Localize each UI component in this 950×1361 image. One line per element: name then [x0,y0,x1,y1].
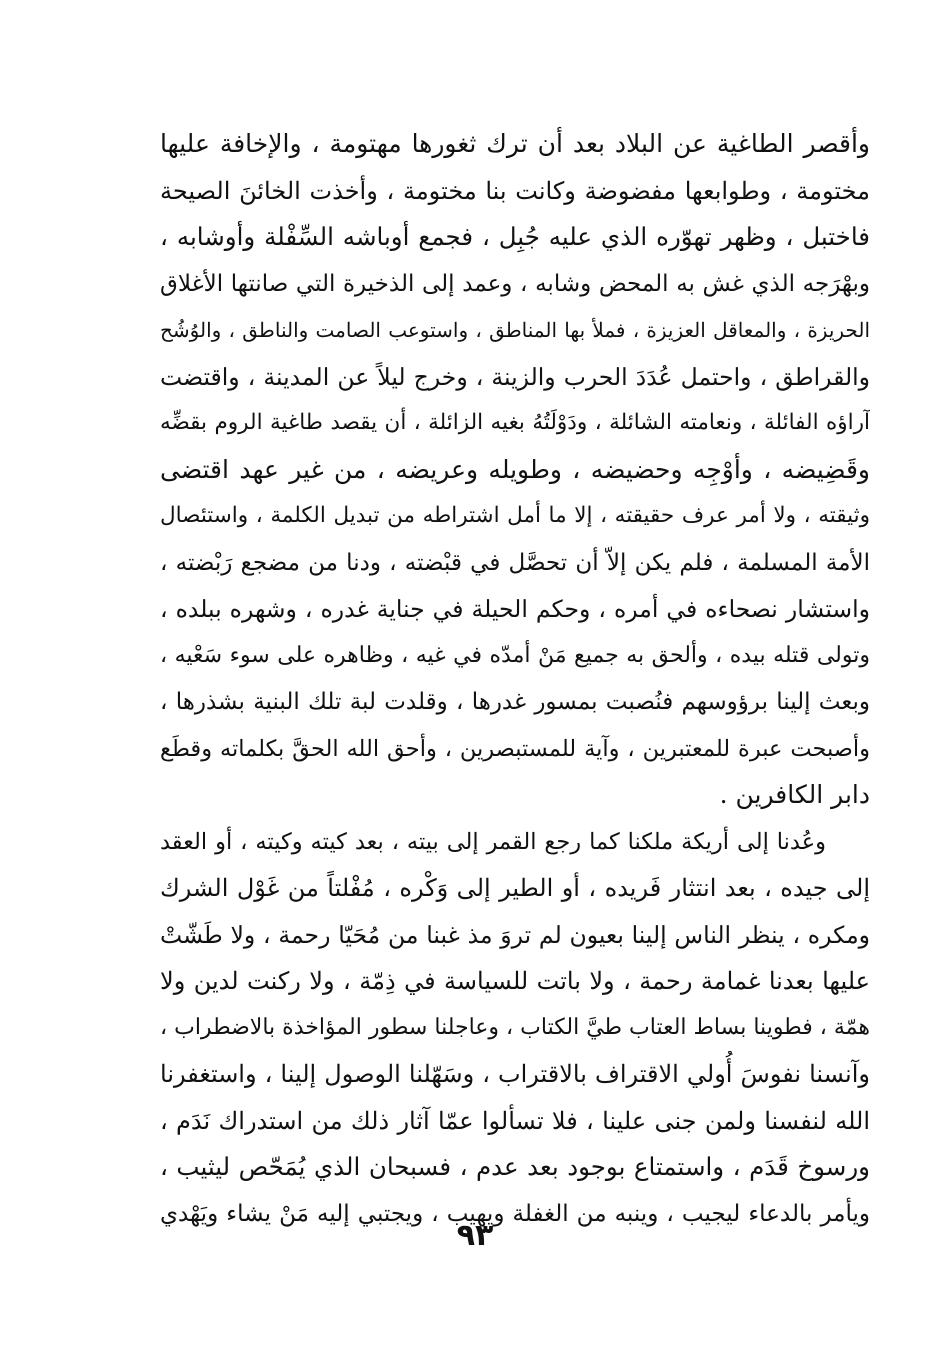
text-line: وعُدنا إلى أريكة ملكنا كما رجع القمر إلى بيته ، بعد كيته وكيته ، أو العقد [160,828,826,855]
text-line: وثيقته ، ولا أمر عرف حقيقته ، إلا ما أمل اشتراطه من تبديل الكلمة ، واستئصال [160,503,870,528]
text-line: الحريزة ، والمعاقل العزيزة ، فملأ بها المناطق ، واستوعب الصامت والناطق ، والوُشُح [160,318,870,342]
text-line: والقراطق ، واحتمل عُدَدَ الحرب والزينة ، وخرج ليلاً عن المدينة ، واقتضت [160,362,870,391]
text-line: وأقصر الطاغية عن البلاد بعد أن ترك ثغورها مهتومة ، والإخافة عليها [160,129,870,158]
text-line: دابر الكافرين . [719,780,870,809]
text-line: آراؤه الفائلة ، ونعامته الشائلة ، ودَوْلَتُهُ بغيه الزائلة ، أن يقصد طاغية الروم بقضِّه [160,410,870,435]
text-line: وتولى قتله بيده ، وألحق به جميع مَنْ أمدّه في غيه ، وظاهره على سوء سَعْيه ، [160,642,870,668]
text-line: الأمة المسلمة ، فلم يكن إلاّ أن تحصَّل في قبْضته ، ودنا من مضجع رَبْضته ، [160,549,870,576]
text-line: مختومة ، وطوابعها مفضوضة وكانت بنا مختومة ، وأخذت الخائنَ الصيحة [160,176,870,205]
page-number: ٩٣ [456,1218,494,1253]
text-line: وبعث إلينا برؤوسهم فنُصبت بمسور غدرها ، وقلدت لبة تلك البنية بشذرها ، [160,689,870,715]
text-line: الله لنفسنا ولمن جنى علينا ، فلا تسألوا عمّا آثار ذلك من استدراك نَدَم ، [160,1106,870,1135]
text-line: عليها بعدنا غمامة رحمة ، ولا باتت للسياسة في ذِمّة ، ولا ركنت لدين ولا [160,967,870,995]
text-line: إلى جيده ، بعد انتثار فَريده ، أو الطير إلى وَكْره ، مُفْلتاً من غَوْل الشرك [160,874,870,902]
body-text [160,121,870,1237]
text-line: وبهْرَجه الذي غش به المحض وشابه ، وعمد إلى الذخيرة التي صانتها الأغلاق [160,270,870,297]
text-line: ورسوخ قَدَم ، واستمتاع بوجود بعد عدم ، فسبحان الذي يُمَحّص ليثيب ، [160,1152,870,1181]
text-line: وقَضِيضه ، وأوْجِه وحضيضه ، وطويله وعريضه ، من غير عهد اقتضى [160,454,870,484]
text-line: وأصبحت عبرة للمعتبرين ، وآية للمستبصرين ، وأحق الله الحقَّ بكلماته وقطَع [160,735,870,762]
text-line: همّة ، فطوينا بساط العتاب طيَّ الكتاب ، وعاجلنا سطور المؤاخذة بالاضطراب ، [160,1014,870,1040]
text-line: ويأمر بالدعاء ليجيب ، وينبه من الغفلة ويهيب ، ويجتبي إليه مَنْ يشاء ويَهْدي [160,1200,870,1227]
text-line: فاختبل ، وظهر تهوّره الذي عليه جُبِل ، فجمع أوباشه السِّفْلة وأوشابه ، [160,222,870,251]
text-line: وآنسنا نفوسَ أُولي الاقتراف بالاقتراب ، وسَهّلنا الوصول إلينا ، واستغفرنا [160,1060,870,1088]
text-line: ومكره ، ينظر الناس إلينا بعيون لم تروَ مذ غبنا من مُحَيّا رحمة ، ولا طَشّتْ [160,920,870,949]
text-line: واستشار نصحاءه في أمره ، وحكم الحيلة في جناية غدره ، وشهره ببلده ، [160,595,870,623]
